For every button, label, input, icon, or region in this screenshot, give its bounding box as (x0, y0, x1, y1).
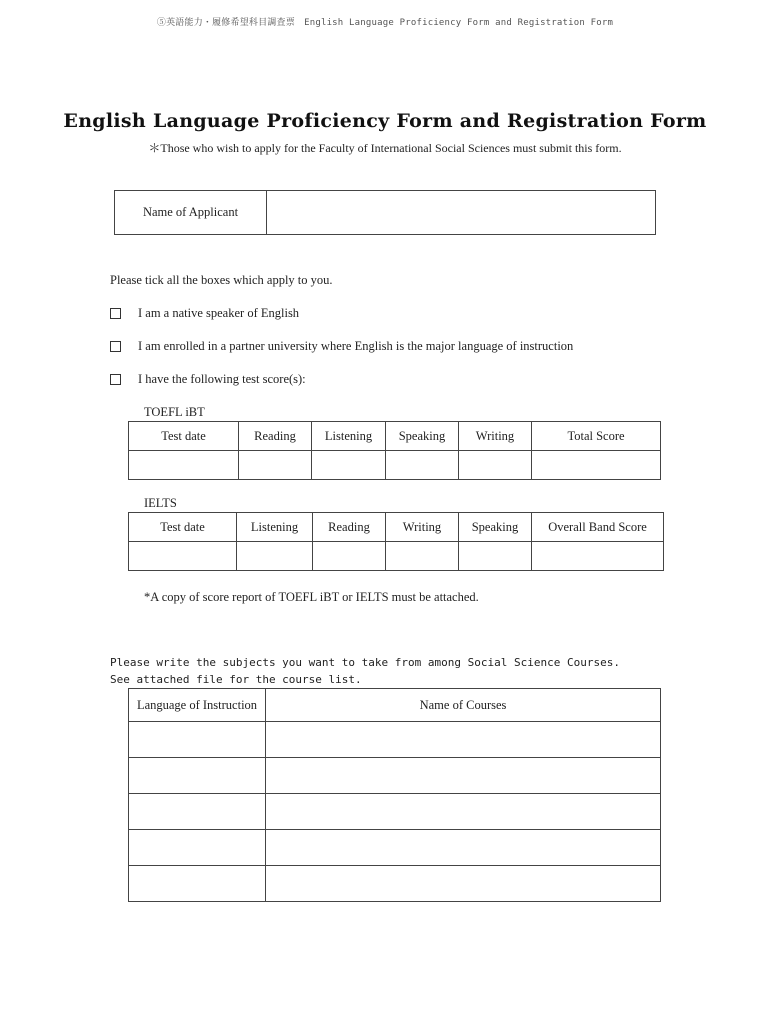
course-name-field[interactable] (266, 794, 661, 830)
course-language-field[interactable] (129, 830, 266, 866)
ielts-reading-field[interactable] (313, 542, 386, 571)
ielts-label: IELTS (144, 496, 177, 510)
course-name-field[interactable] (266, 722, 661, 758)
checkbox-label-native-speaker: I am a native speaker of English (138, 306, 300, 320)
running-header: ⑤英語能力・履修希望科目調査票 English Language Proficiency Form and Registration Form (156, 18, 614, 28)
toefl-header-speaking: Speaking (386, 422, 459, 451)
course-language-field[interactable] (129, 866, 266, 902)
table-row (129, 794, 661, 830)
checkbox-row-test-scores[interactable] (110, 372, 306, 387)
toefl-header-total-score: Total Score (532, 422, 661, 451)
courses-header-name: Name of Courses (266, 689, 661, 722)
ielts-header-reading: Reading (313, 513, 386, 542)
ielts-table (128, 512, 664, 571)
course-language-field[interactable] (129, 722, 266, 758)
attachment-note: *A copy of score report of TOEFL iBT or IELTS must be attached. (144, 590, 479, 604)
checkbox-native-speaker[interactable] (110, 308, 121, 319)
toefl-table (128, 421, 661, 480)
ielts-header-listening: Listening (237, 513, 313, 542)
ielts-header-writing: Writing (386, 513, 459, 542)
table-row (129, 722, 661, 758)
toefl-writing-field[interactable] (459, 451, 532, 480)
checkbox-test-scores[interactable] (110, 374, 121, 385)
applicant-table (114, 190, 656, 235)
checkbox-label-partner-university: I am enrolled in a partner university where English is the major language of instruction (138, 339, 574, 353)
ielts-speaking-field[interactable] (459, 542, 532, 571)
course-name-field[interactable] (266, 758, 661, 794)
subjects-instruction: Please write the subjects you want to take from among Social Science Courses. (110, 656, 620, 669)
ielts-header-speaking: Speaking (459, 513, 532, 542)
ielts-listening-field[interactable] (237, 542, 313, 571)
applicant-name-field[interactable] (267, 191, 656, 235)
ielts-overall-band-score-field[interactable] (532, 542, 664, 571)
toefl-label: TOEFL iBT (144, 405, 205, 419)
courses-header-language: Language of Instruction (129, 689, 266, 722)
course-language-field[interactable] (129, 794, 266, 830)
table-row (129, 866, 661, 902)
checkbox-row-native-speaker[interactable] (110, 306, 299, 321)
toefl-total-score-field[interactable] (532, 451, 661, 480)
table-row (129, 830, 661, 866)
toefl-speaking-field[interactable] (386, 451, 459, 480)
toefl-listening-field[interactable] (312, 451, 386, 480)
toefl-header-writing: Writing (459, 422, 532, 451)
course-list-note: See attached file for the course list. (110, 673, 362, 686)
ielts-test-date-field[interactable] (129, 542, 237, 571)
document-note: ＊Those who wish to apply for the Faculty of International Social Sciences must submit this form. (148, 141, 622, 155)
courses-table (128, 688, 661, 902)
table-row (129, 758, 661, 794)
toefl-header-listening: Listening (312, 422, 386, 451)
toefl-header-test-date: Test date (129, 422, 239, 451)
course-language-field[interactable] (129, 758, 266, 794)
applicant-name-label: Name of Applicant (115, 191, 267, 235)
toefl-header-reading: Reading (239, 422, 312, 451)
course-name-field[interactable] (266, 830, 661, 866)
document-title: English Language Proficiency Form and Registration Form (63, 110, 707, 132)
tick-instruction: Please tick all the boxes which apply to you. (110, 273, 333, 287)
ielts-writing-field[interactable] (386, 542, 459, 571)
toefl-test-date-field[interactable] (129, 451, 239, 480)
toefl-reading-field[interactable] (239, 451, 312, 480)
course-name-field[interactable] (266, 866, 661, 902)
checkbox-label-test-scores: I have the following test score(s): (138, 372, 306, 386)
checkbox-partner-university[interactable] (110, 341, 121, 352)
checkbox-row-partner-university[interactable] (110, 339, 573, 354)
ielts-header-test-date: Test date (129, 513, 237, 542)
ielts-header-overall-band-score: Overall Band Score (532, 513, 664, 542)
